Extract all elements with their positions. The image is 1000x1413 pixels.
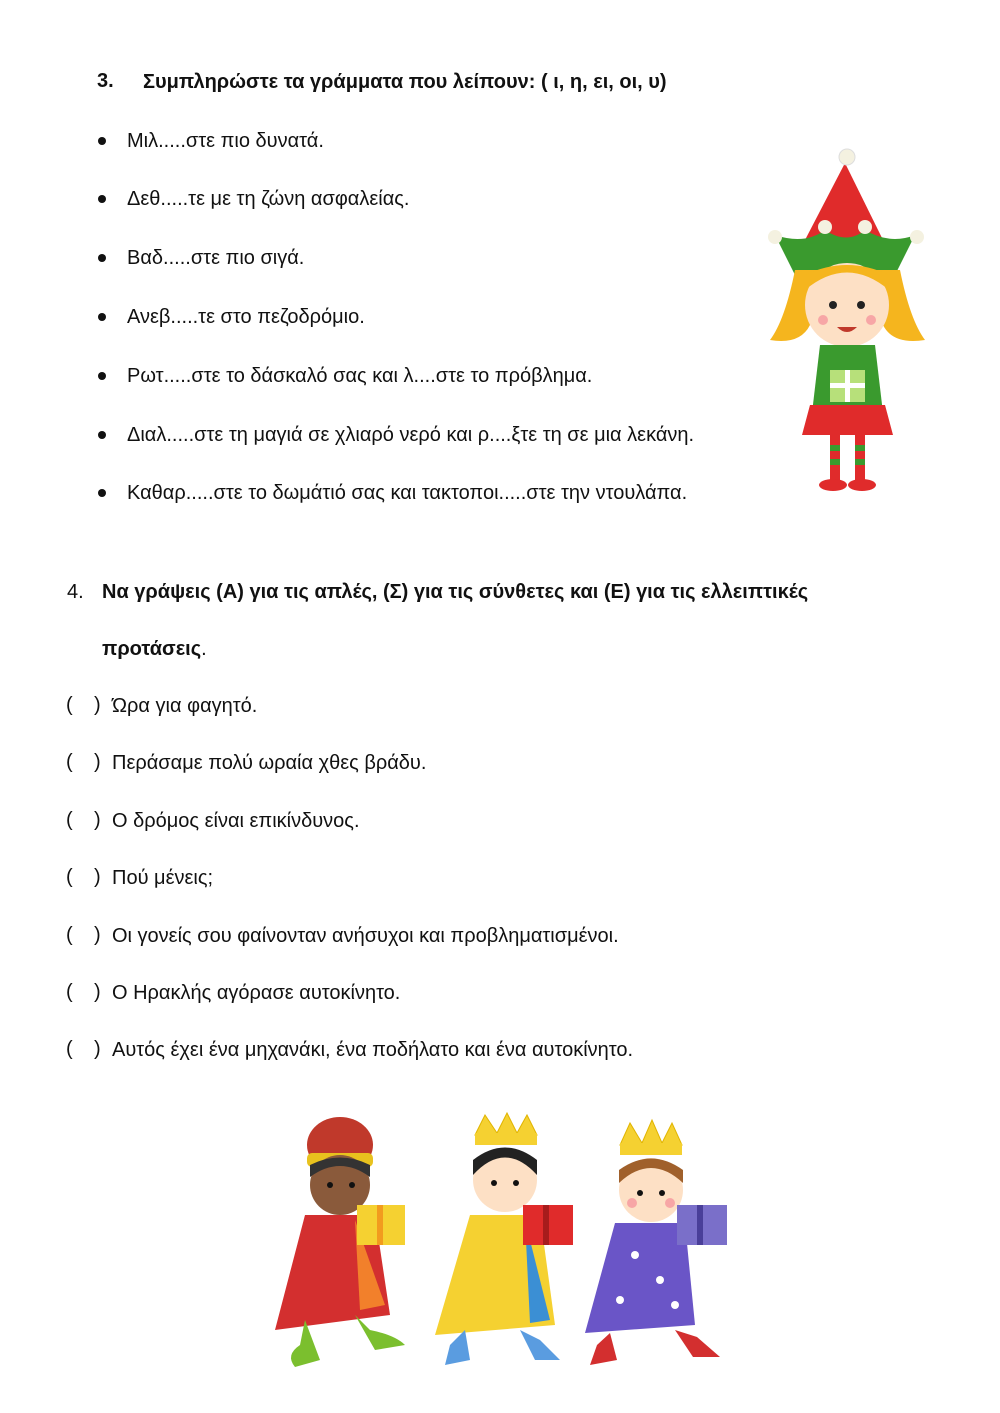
bullet-icon [98,431,106,439]
section3-title: Συμπληρώστε τα γράμματα που λείπουν: ( ι, η, ει, οι, υ) [143,71,667,93]
list-item: Καθαρ.....στε το δωμάτιό σας και τακτοποι.....στε την ντουλάπα. [127,482,688,504]
sentence: Αυτός έχει ένα μηχανάκι, ένα ποδήλατο και ένα αυτοκίνητο. [112,1039,634,1061]
sentence: Οι γονείς σου φαίνονταν ανήσυχοι και προβληματισμένοι. [112,925,619,947]
sentence: Περάσαμε πολύ ωραία χθες βράδυ. [112,752,427,774]
king-yellow-icon [435,1113,573,1365]
answer-blank-close[interactable]: ) [94,751,101,773]
answer-blank-close[interactable]: ) [94,1038,101,1060]
answer-blank-close[interactable]: ) [94,866,101,888]
elf-girl-illustration [765,145,930,495]
bullet-icon [98,254,106,262]
answer-blank-open[interactable]: ( [66,751,73,773]
section4-number: 4. [67,581,84,603]
section3-number: 3. [97,70,114,92]
answer-blank-close[interactable]: ) [94,924,101,946]
bullet-icon [98,372,106,380]
list-item: Διαλ.....στε τη μαγιά σε χλιαρό νερό και ρ....ξτε τη σε μια λεκάνη. [127,424,695,446]
sentence: Πού μένεις; [112,867,214,889]
bullet-icon [98,195,106,203]
answer-blank-open[interactable]: ( [66,866,73,888]
section4-title-word: προτάσεις [102,638,202,660]
answer-blank-open[interactable]: ( [66,809,73,831]
sentence: Ώρα για φαγητό. [112,695,258,717]
bullet-icon [98,489,106,497]
answer-blank-open[interactable]: ( [66,981,73,1003]
section4-title-line1: Να γράψεις (Α) για τις απλές, (Σ) για τις σύνθετες και (Ε) για τις ελλειπτικές [102,581,809,603]
list-item: Δεθ.....τε με τη ζώνη ασφαλείας. [127,188,410,210]
sentence: Ο δρόμος είναι επικίνδυνος. [112,810,360,832]
three-kings-illustration [265,1105,735,1380]
list-item: Βαδ.....στε πιο σιγά. [127,247,305,269]
answer-blank-open[interactable]: ( [66,1038,73,1060]
king-red-icon [275,1117,405,1367]
bullet-icon [98,313,106,321]
list-item: Μιλ.....στε πιο δυνατά. [127,130,324,152]
answer-blank-close[interactable]: ) [94,809,101,831]
answer-blank-open[interactable]: ( [66,924,73,946]
list-item: Ανεβ.....τε στο πεζοδρόμιο. [127,306,365,328]
answer-blank-open[interactable]: ( [66,694,73,716]
section4-title-period: . [201,638,207,660]
answer-blank-close[interactable]: ) [94,694,101,716]
bullet-icon [98,137,106,145]
list-item: Ρωτ.....στε το δάσκαλό σας και λ....στε το πρόβλημα. [127,365,593,387]
sentence: Ο Ηρακλής αγόρασε αυτοκίνητο. [112,982,401,1004]
answer-blank-close[interactable]: ) [94,981,101,1003]
king-purple-icon [585,1120,727,1365]
section4-title-line2 [102,637,207,661]
